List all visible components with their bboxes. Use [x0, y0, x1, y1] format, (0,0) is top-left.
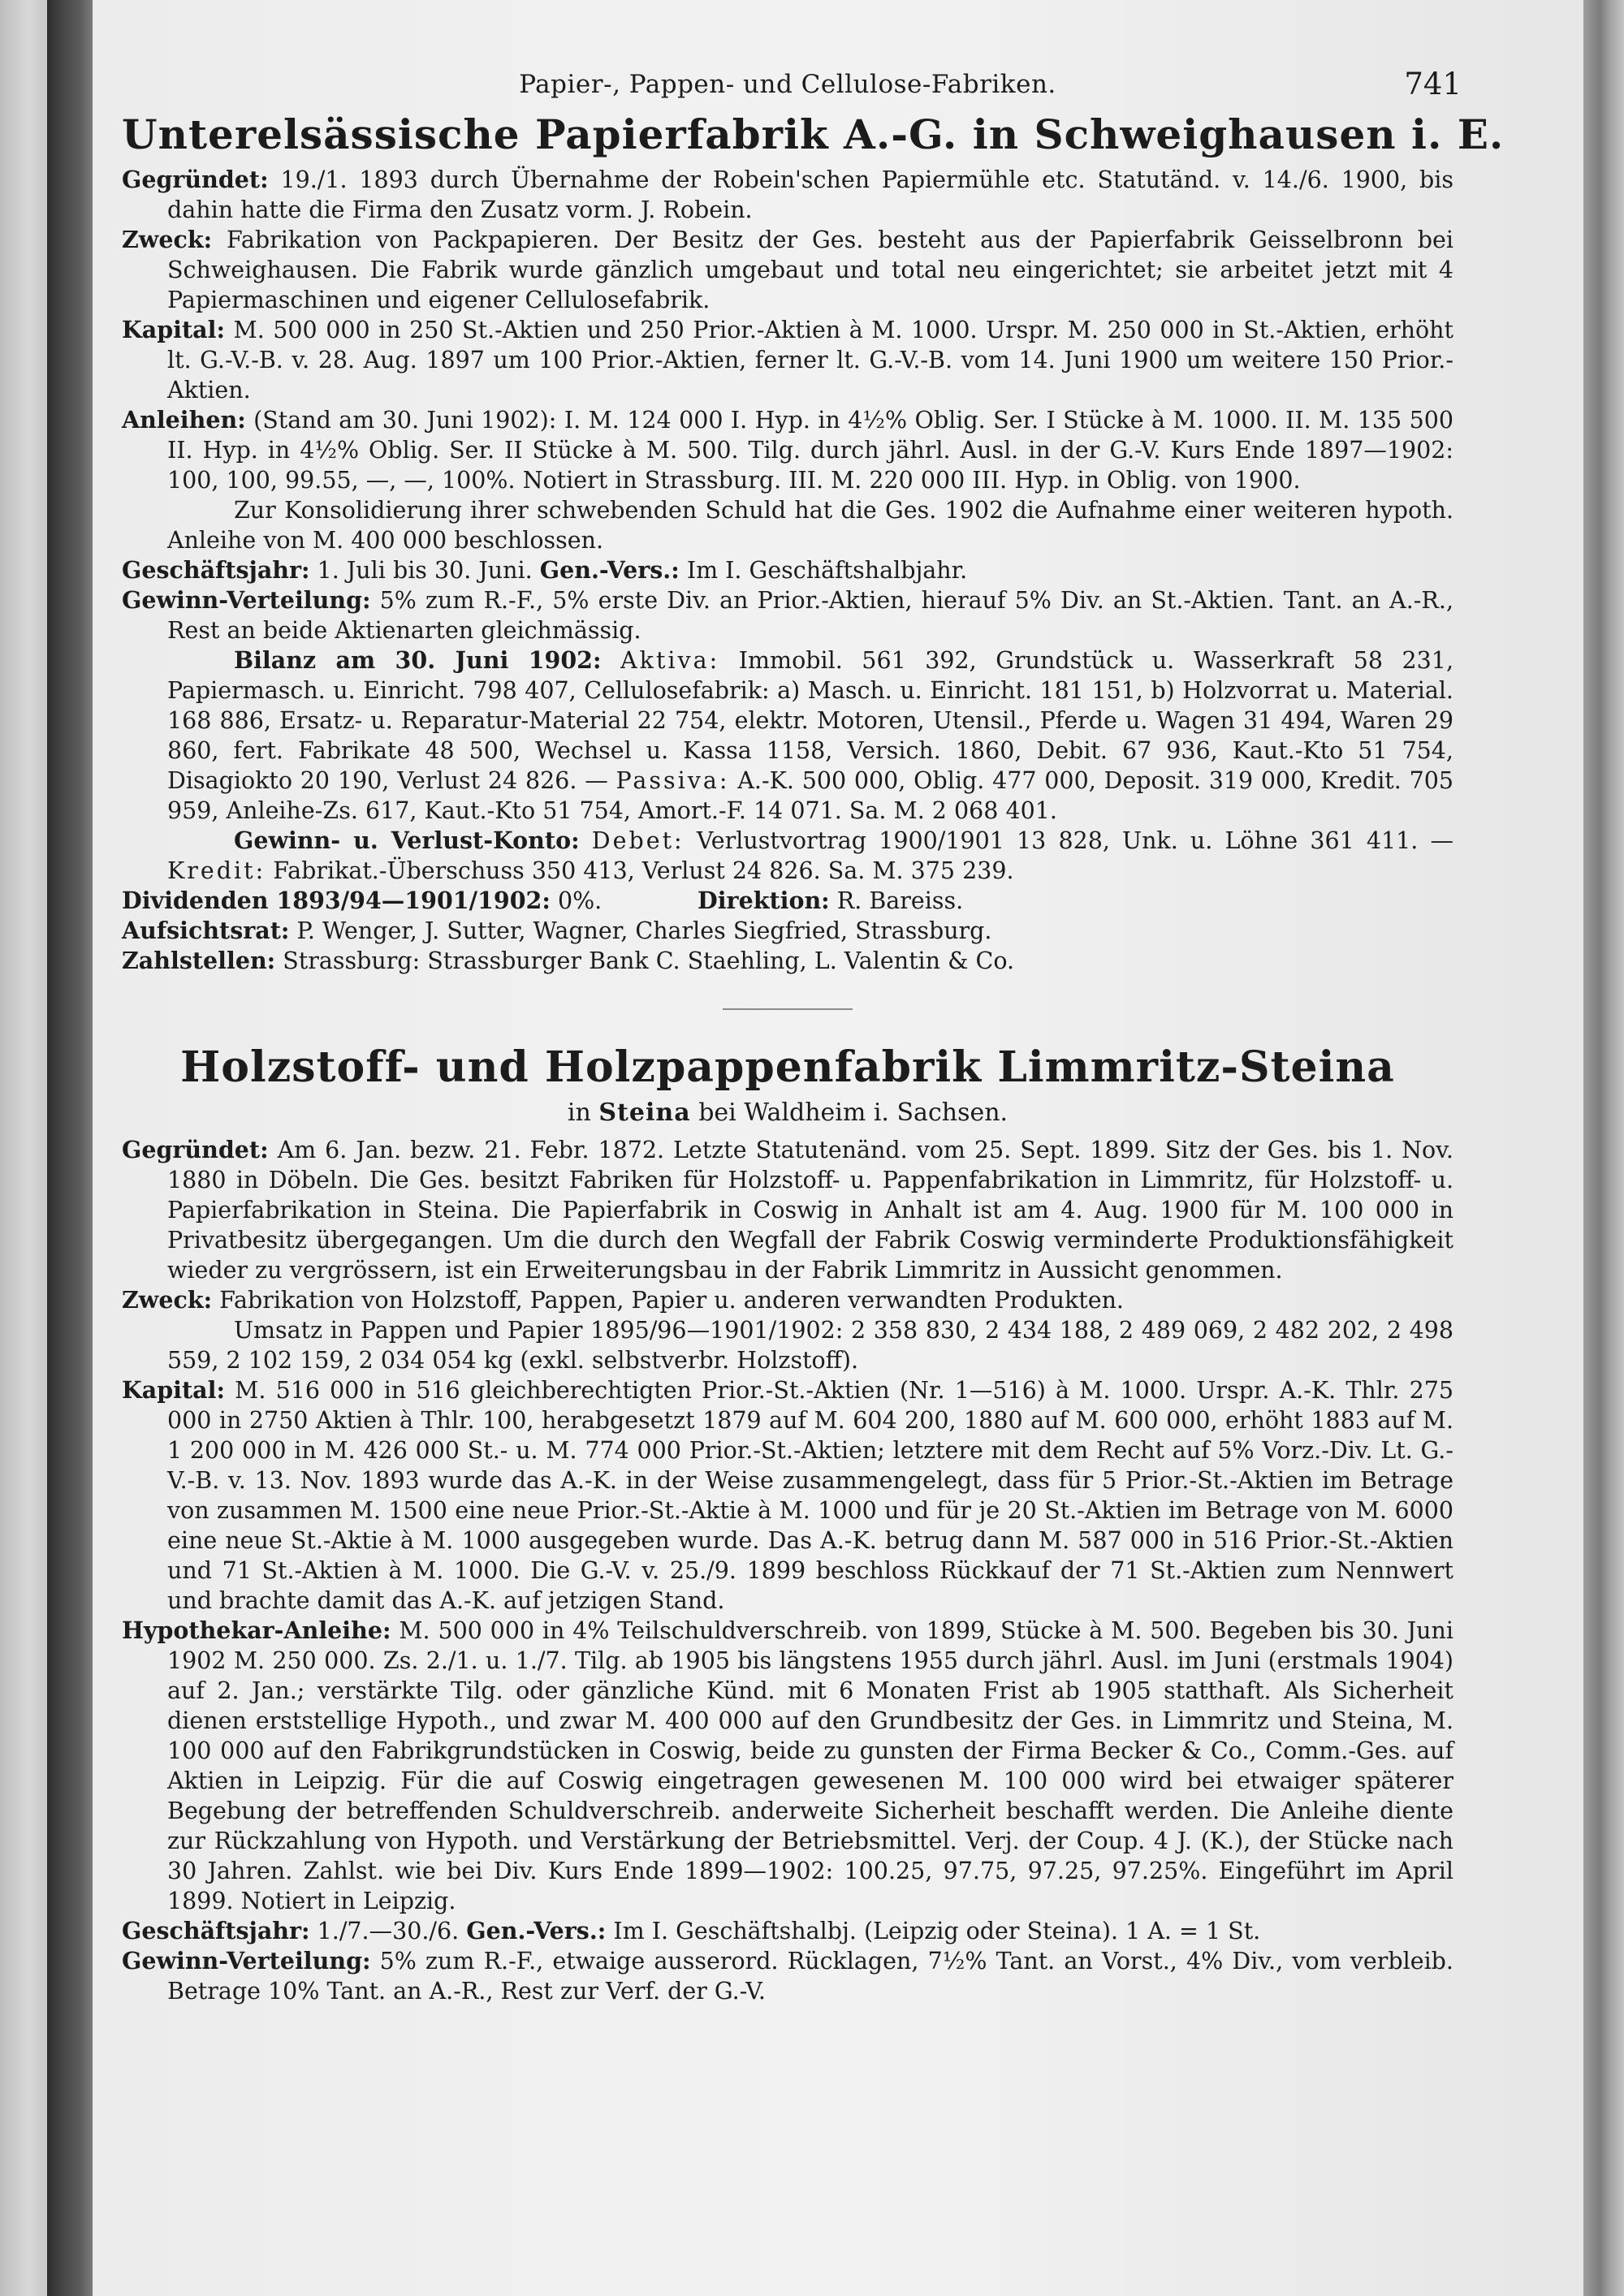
label: Kapital: — [122, 316, 225, 343]
label: Zweck: — [122, 226, 213, 253]
label: Anleihen: — [122, 406, 246, 434]
company-1-title: Unterelsässische Papierfabrik A.-G. in Schweighausen i. E. — [122, 110, 1505, 158]
c1-geschaeftsjahr — [122, 555, 1453, 585]
label: Geschäftsjahr: — [122, 1917, 310, 1944]
label: Aufsichtsrat: — [122, 917, 290, 944]
c1-kapital — [122, 315, 1453, 405]
c2-geschaeftsjahr — [122, 1916, 1453, 1946]
label: Geschäftsjahr: — [122, 556, 310, 584]
label: Kapital: — [122, 1376, 225, 1404]
c1-aufsichtsrat — [122, 916, 1453, 946]
c1-dividenden — [122, 886, 1453, 916]
c2-kapital — [122, 1375, 1453, 1616]
gv-label: Gen.-Vers.: — [539, 556, 680, 584]
label: Bilanz am 30. Juni 1902: — [234, 646, 602, 674]
text: 1./7.—30./6. — [317, 1918, 460, 1944]
c1-zahlstellen — [122, 946, 1453, 976]
company-2-subtitle — [122, 1098, 1453, 1127]
sub-place: Steina — [598, 1098, 691, 1127]
text: 1. Juli bis 30. Juni. — [317, 557, 533, 584]
company-2-title: Holzstoff- und Holzpappenfabrik Limmritz-Steina — [180, 1042, 1395, 1092]
label: Hypothekar-Anleihe: — [122, 1616, 391, 1644]
text: 0%. — [557, 887, 603, 914]
c1-bilanz — [122, 645, 1453, 826]
kredit-label: Kredit: — [167, 857, 266, 884]
debet-text: Verlustvortrag 1900/1901 13 828, Unk. u. Löhne 361 411. — — [696, 827, 1453, 854]
c1-gewinn-verteilung — [122, 585, 1453, 645]
label: Dividenden 1893/94—1901/1902: — [122, 887, 551, 914]
label: Gegründet: — [122, 1136, 269, 1163]
label: Gewinn-Verteilung: — [122, 586, 371, 614]
c1-gegruendet — [122, 165, 1453, 225]
running-header — [122, 60, 1462, 101]
text: P. Wenger, J. Sutter, Wagner, Charles Siegfried, Strassburg. — [296, 917, 992, 944]
gv-text: Im I. Geschäftshalbj. (Leipzig oder Steina). 1 A. = 1 St. — [613, 1918, 1261, 1944]
page-content — [122, 60, 1505, 2006]
text: Fabrikation von Holzstoff, Pappen, Papier u. anderen verwandten Produkten. — [219, 1287, 1124, 1314]
c2-gegruendet — [122, 1135, 1453, 1285]
aktiva-text: Immobil. 561 392, Grundstück u. Wasserkraft 58 231, Papiermasch. u. Einricht. 798 407, Cellulosefabrik: a) Masch. u. Einricht. 181 151, b) Holzvorrat u. Material. 168 886, Ersatz- u. Reparatur-Material 22 754, elektr. Motoren, Utensil., Pferde u. Wagen 31 494, Waren 29 860, fert. Fabrikate 48 500, Wechsel u. Kassa 1158, Versich. 1860, Debit. 67 936, Kaut.-Kto 51 754, Disagiokto 20 190, Verlust 24 826. — — [167, 647, 1453, 794]
direktion-label: Direktion: — [698, 887, 830, 914]
text: Fabrikation von Packpapieren. Der Besitz der Ges. besteht aus der Papierfabrik Geisselbronn bei Schweighausen. Die Fabrik wurde gänzlich umgebaut und total neu eingerichtet; sie arbeitet jetzt mit 4 Papiermaschinen und eigener Cellulosefabrik. — [167, 227, 1454, 313]
passiva-text: A.-K. 500 000, Oblig. 477 000, Deposit. 319 000, Kredit. 705 959, Anleihe-Zs. 617, Kaut.-Kto 51 754, Amort.-F. 14 071. Sa. M. 2 068 401. — [167, 767, 1454, 824]
label: Gegründet: — [122, 166, 269, 193]
c1-anleihen — [122, 405, 1453, 495]
text: Am 6. Jan. bezw. 21. Febr. 1872. Letzte Statutenänd. vom 25. Sept. 1899. Sitz der Ges. bis 1. Nov. 1880 in Döbeln. Die Ges. besitzt Fabriken für Holzstoff- u. Pappenfabrikation in Limmritz, für Holzstoff- u. Papierfabrikation in Steina. Die Papierfabrik in Coswig in Anhalt ist am 4. Aug. 1900 für M. 100 000 in Privatbesitz übergegangen. Um die durch den Wegfall der Fabrik Coswig verminderte Produktionsfähigkeit wieder zu vergrössern, ist ein Erweiterungsbau in der Fabrik Limmritz in Aussicht genommen. — [167, 1137, 1453, 1284]
c2-umsatz: Umsatz in Pappen und Papier 1895/96—1901/1902: 2 358 830, 2 434 188, 2 489 069, 2 482 202, 2 498 559, 2 102 159, 2 034 054 kg (exkl. selbstverbr. Holzstoff). — [167, 1317, 1453, 1374]
text: M. 500 000 in 250 St.-Aktien und 250 Prior.-Aktien à M. 1000. Urspr. M. 250 000 in St.-Aktien, erhöht lt. G.-V.-B. v. 28. Aug. 1897 um 100 Prior.-Aktien, ferner lt. G.-V.-B. vom 14. Juni 1900 um weitere 150 Prior.-Aktien. — [167, 317, 1453, 404]
aktiva-label: Aktiva: — [620, 647, 720, 674]
c2-hypothekar-anleihe — [122, 1616, 1453, 1916]
c1-zweck — [122, 225, 1453, 315]
c2-gewinn-verteilung — [122, 1946, 1453, 2006]
c1-anleihen-note: Zur Konsolidierung ihrer schwebenden Schuld hat die Ges. 1902 die Aufnahme einer weiteren hypoth. Anleihe von M. 400 000 beschlossen. — [167, 497, 1453, 554]
text: (Stand am 30. Juni 1902): I. M. 124 000 I. Hyp. in 4½% Oblig. Ser. I Stücke à M. 1000. II. M. 135 500 II. Hyp. in 4½% Oblig. Ser. II Stücke à M. 500. Tilg. durch jährl. Ausl. in der G.-V. Kurs Ende 1897—1902: 100, 100, 99.55, —, —, 100%. Notiert in Strassburg. III. M. 220 000 III. Hyp. in Oblig. von 1900. — [167, 407, 1453, 494]
label: Gewinn- u. Verlust-Konto: — [234, 826, 580, 854]
direktion-text: R. Bareiss. — [836, 887, 964, 914]
text: 19./1. 1893 durch Übernahme der Robein'schen Papiermühle etc. Statutänd. v. 14./6. 1900, bis dahin hatte die Firma den Zusatz vorm. J. Robein. — [167, 166, 1454, 223]
book-binding-gutter — [47, 0, 93, 2296]
text: M. 516 000 in 516 gleichberechtigten Prior.-St.-Aktien (Nr. 1—516) à M. 1000. Urspr. A.-K. Thlr. 275 000 in 2750 Aktien à Thlr. 100, herabgesetzt 1879 auf M. 604 200, 1880 auf M. 600 000, erhöht 1883 auf M. 1 200 000 in M. 426 000 St.- u. M. 774 000 Prior.-St.-Aktien; letztere mit dem Recht auf 5% Vorz.-Div. Lt. G.-V.-B. v. 13. Nov. 1893 wurde das A.-K. in der Weise zusammengelegt, dass für 5 Prior.-St.-Aktien im Betrage von zusammen M. 1500 eine neue Prior.-St.-Aktie à M. 1000 und für je 20 St.-Aktien im Betrage von M. 6000 eine neue St.-Aktie à M. 1000 ausgegeben wurde. Das A.-K. betrug dann M. 587 000 in 516 Prior.-St.-Aktien und 71 St.-Aktien à M. 1000. Die G.-V. v. 25./9. 1899 beschloss Rückkauf der 71 St.-Aktien zum Nennwert und brachte damit das A.-K. auf jetzigen Stand. — [167, 1377, 1453, 1614]
page-number: 741 — [1404, 67, 1462, 101]
sub-in: in — [567, 1098, 591, 1127]
text: M. 500 000 in 4% Teilschuldverschreib. von 1899, Stücke à M. 500. Begeben bis 30. Juni 1902 M. 250 000. Zs. 2./1. u. 1./7. Tilg. ab 1905 bis längstens 1955 durch jährl. Ausl. im Juni (erstmals 1904) auf 2. Jan.; verstärkte Tilg. oder gänzliche Künd. mit 6 Monaten Frist ab 1905 statthaft. Als Sicherheit dienen erststellige Hypoth., und zwar M. 400 000 auf den Grundbesitz der Ges. in Limmritz und Steina, M. 100 000 auf den Fabrikgrundstücken in Coswig, beide zu gunsten der Firma Becker & Co., Comm.-Ges. auf Aktien in Leipzig. Für die auf Coswig eingetragen gewesenen M. 100 000 wird bei etwaiger späterer Begebung der betreffenden Schuldverschreib. anderweite Sicherheit beschafft werden. Die Anleihe diente zur Rückzahlung von Hypoth. und Verstärkung der Betriebsmittel. Verj. der Coup. 4 J. (K.), der Stücke nach 30 Jahren. Zahlst. wie bei Div. Kurs Ende 1899—1902: 100.25, 97.75, 97.25, 97.25%. Eingeführt im April 1899. Notiert in Leipzig. — [167, 1617, 1454, 1914]
label: Zahlstellen: — [122, 947, 276, 974]
kredit-text: Fabrikat.-Überschuss 350 413, Verlust 24 826. Sa. M. 375 239. — [273, 857, 1014, 884]
passiva-label: Passiva: — [615, 767, 730, 794]
text: 5% zum R.-F., etwaige ausserord. Rücklagen, 7½% Tant. an Vorst., 4% Div., vom verbleib. Betrage 10% Tant. an A.-R., Rest zur Verf. der G.-V. — [167, 1948, 1453, 2005]
sub-rest: bei Waldheim i. Sachsen. — [698, 1098, 1009, 1127]
label: Gewinn-Verteilung: — [122, 1947, 371, 1974]
page-right-edge — [1583, 0, 1624, 2296]
gv-text: Im I. Geschäftshalbjahr. — [686, 557, 968, 584]
c1-gewinn-verlust-konto — [122, 826, 1453, 886]
running-header-title: Papier-, Pappen- und Cellulose-Fabriken. — [519, 70, 1056, 99]
label: Zweck: — [122, 1286, 213, 1314]
text: Strassburg: Strassburger Bank C. Staehling, L. Valentin & Co. — [283, 947, 1015, 974]
section-divider — [723, 1008, 853, 1010]
c2-zweck — [122, 1285, 1453, 1315]
debet-label: Debet: — [591, 827, 685, 854]
previous-page-edge — [0, 0, 47, 2296]
text: 5% zum R.-F., 5% erste Div. an Prior.-Aktien, hierauf 5% Div. an St.-Aktien. Tant. an A.-R., Rest an beide Aktienarten gleichmässig. — [167, 587, 1453, 644]
gv-label: Gen.-Vers.: — [466, 1917, 607, 1944]
